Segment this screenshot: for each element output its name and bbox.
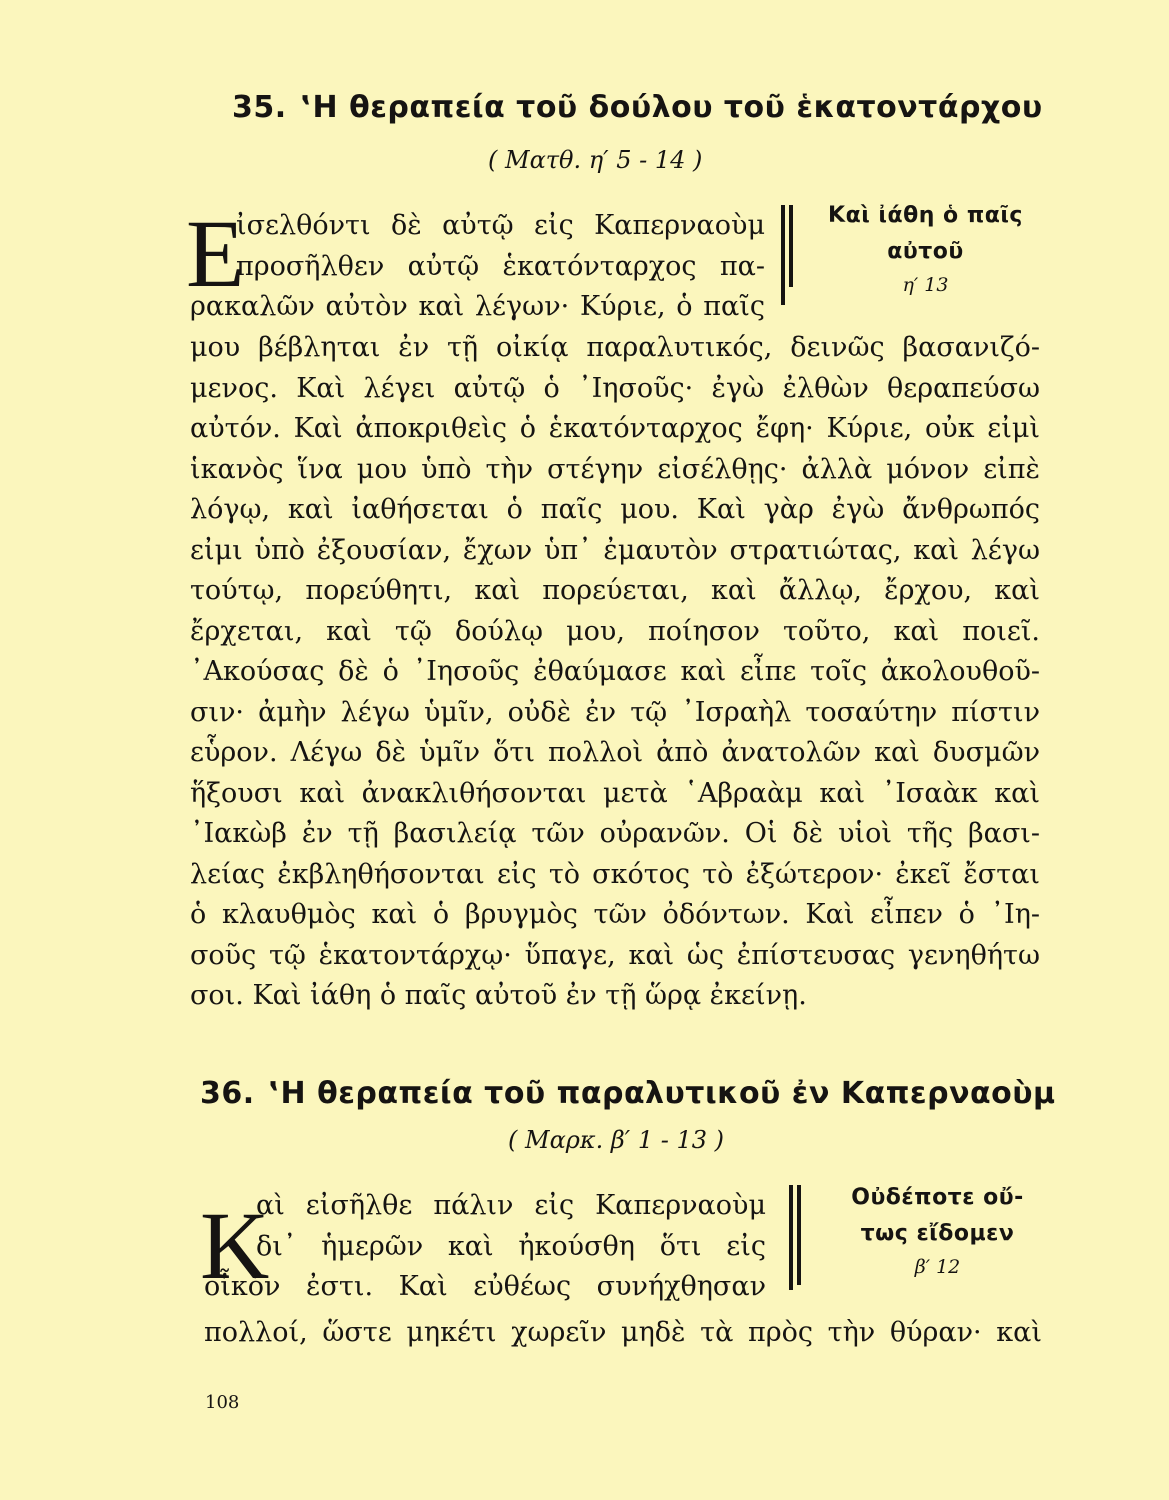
section-35-reference: ( Ματθ. η′ 5 - 14 )	[488, 146, 703, 174]
section-36-intro-text	[204, 1186, 766, 1308]
text-line: λόγῳ, καὶ ἰαθήσεται ὁ παῖς μου. Καὶ γὰρ ἐγὼ ἄνθρωπός	[190, 494, 1040, 525]
section-36-sidenote-rule-right	[797, 1185, 801, 1285]
section-35-number: 35.	[232, 90, 287, 125]
text-line: ἔρχεται, καὶ τῷ δούλῳ μου, ποίησον τοῦτο, καὶ ποιεῖ.	[190, 615, 1040, 647]
section-36-sidenote-title-1: Οὐδέποτε οὔ-	[851, 1185, 1024, 1210]
text-line: σιν· ἀμὴν λέγω ὑμῖν, οὐδὲ ἐν τῷ ᾿Ισραὴλ τοσαύτην πίστιν	[190, 696, 1040, 728]
section-35-sidenote-title-2: αὐτοῦ	[887, 239, 964, 264]
text-line: ἱκανὸς ἵνα μου ὑπὸ τὴν στέγην εἰσέλθῃς· ἀλλὰ μόνον εἰπὲ	[190, 453, 1040, 485]
section-36-reference: ( Μαρκ. β′ 1 - 13 )	[508, 1126, 724, 1154]
section-35-sidenote	[808, 198, 1043, 296]
section-35-title: ‛Η θεραπεία τοῦ δούλου τοῦ ἑκατοντάρχου	[300, 90, 1043, 125]
section-35-dropcap: E	[186, 200, 245, 307]
section-36-title: ‛Η θεραπεία τοῦ παραλυτικοῦ ἐν Καπερναοὺμ	[268, 1076, 1056, 1111]
text-line: εἰμι ὑπὸ ἐξουσίαν, ἔχων ὑπ᾿ ἐμαυτὸν στρατιώτας, καὶ λέγω	[190, 534, 1040, 566]
section-36-heading	[200, 1076, 1056, 1111]
section-36-number: 36.	[200, 1076, 255, 1111]
text-line: προσῆλθεν αὐτῷ ἑκατόνταρχος πα-	[236, 250, 765, 282]
text-line: αὐτόν. Καὶ ἀποκριθεὶς ὁ ἑκατόνταρχος ἔφη· Κύριε, οὐκ εἰμὶ	[190, 413, 1040, 444]
section-35-sidenote-title-1: Καὶ ἰάθη ὁ παῖς	[828, 203, 1023, 228]
text-line: ᾿Ιακὼβ ἐν τῇ βασιλείᾳ τῶν οὐρανῶν. Οἱ δὲ υἱοὶ τῆς βασι-	[190, 818, 1040, 849]
section-35-body-text	[190, 328, 1040, 1017]
section-35-sidenote-rule-right	[789, 205, 793, 287]
text-line: ὁ κλαυθμὸς καὶ ὁ βρυγμὸς τῶν ὀδόντων. Καὶ εἶπεν ὁ ᾿Ιη-	[190, 899, 1040, 930]
section-36-dropcap: K	[200, 1192, 270, 1299]
section-36-sidenote-rule-left	[789, 1185, 793, 1290]
text-line: μου βέβληται ἐν τῇ οἰκίᾳ παραλυτικός, δεινῶς βασανιζό-	[190, 332, 1040, 363]
text-line: σοι. Καὶ ἰάθη ὁ παῖς αὐτοῦ ἐν τῇ ὥρᾳ ἐκείνῃ.	[190, 980, 807, 1011]
section-35-heading	[232, 90, 1043, 125]
text-line: αὶ εἰσῆλθε πάλιν εἰς Καπερναοὺμ	[256, 1190, 766, 1221]
section-35-intro-text	[190, 206, 765, 328]
text-line: πολλοί, ὥστε μηκέτι χωρεῖν μηδὲ τὰ πρὸς τὴν θύραν· καὶ	[204, 1317, 1042, 1348]
section-36-sidenote-ref: β′ 12	[914, 1256, 961, 1278]
text-line: μενος. Καὶ λέγει αὐτῷ ὁ ᾿Ιησοῦς· ἐγὼ ἐλθὼν θεραπεύσω	[190, 372, 1040, 404]
page-number: 108	[205, 1392, 240, 1413]
section-36-sidenote	[820, 1180, 1055, 1278]
section-35-sidenote-ref: η′ 13	[902, 274, 949, 296]
section-36-body-text	[204, 1313, 1042, 1354]
section-36-sidenote-title-2: τως εἴδομεν	[860, 1221, 1015, 1246]
text-line: ἰσελθόντι δὲ αὐτῷ εἰς Καπερναοὺμ	[236, 210, 765, 241]
text-line: τούτῳ, πορεύθητι, καὶ πορεύεται, καὶ ἄλλῳ, ἔρχου, καὶ	[190, 575, 1040, 606]
text-line: εὗρον. Λέγω δὲ ὑμῖν ὅτι πολλοὶ ἀπὸ ἀνατολῶν καὶ δυσμῶν	[190, 737, 1040, 768]
text-line: ἥξουσι καὶ ἀνακλιθήσονται μετὰ ῾Αβραὰμ καὶ ᾿Ισαὰκ καὶ	[190, 777, 1040, 809]
text-line: ᾿Ακούσας δὲ ὁ ᾿Ιησοῦς ἐθαύμασε καὶ εἶπε τοῖς ἀκολουθοῦ-	[190, 656, 1040, 687]
text-line: λείας ἐκβληθήσονται εἰς τὸ σκότος τὸ ἐξώτερον· ἐκεῖ ἔσται	[190, 858, 1040, 890]
text-line: ρακαλῶν αὐτὸν καὶ λέγων· Κύριε, ὁ παῖς	[190, 291, 765, 322]
section-35-sidenote-rule-left	[781, 205, 785, 305]
text-line: δι᾿ ἡμερῶν καὶ ἠκούσθη ὅτι εἰς	[256, 1230, 766, 1262]
text-line: οἶκόν ἐστι. Καὶ εὐθέως συνήχθησαν	[204, 1271, 766, 1302]
text-line: σοῦς τῷ ἑκατοντάρχῳ· ὕπαγε, καὶ ὡς ἐπίστευσας γενηθήτω	[190, 939, 1040, 971]
